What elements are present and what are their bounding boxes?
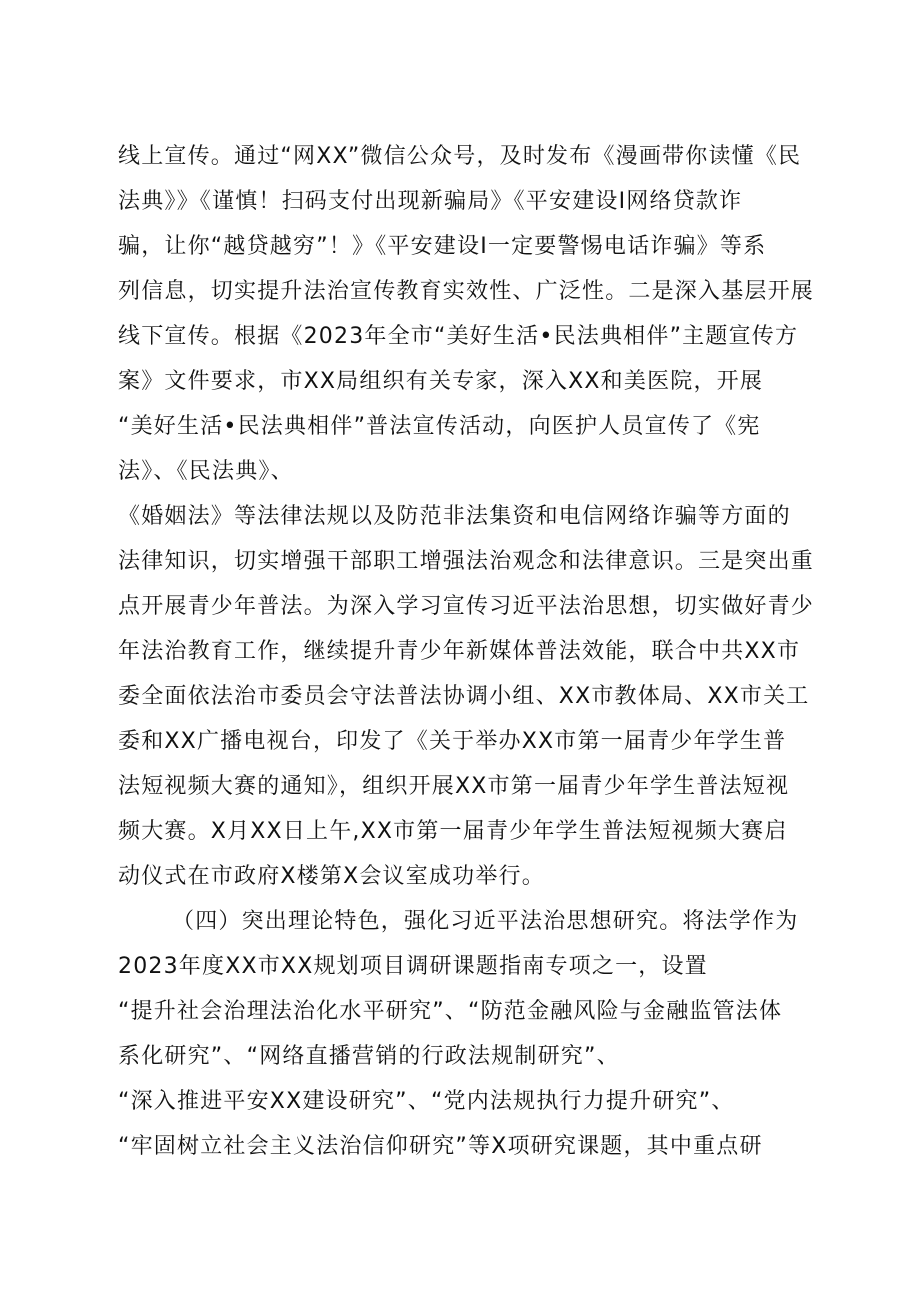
text-line: 法短视频大赛的通知》，组织开展XX市第一届青少年学生普法短视 bbox=[118, 774, 790, 799]
text-line: 频大赛。X月XX日上午,XX市第一届青少年学生普法短视频大赛启 bbox=[118, 819, 788, 844]
text-line: “深入推进平安XX建设研究”、“党内法规执行力提升研究”、 bbox=[118, 1089, 735, 1114]
text-line: 法律知识，切实增强干部职工增强法治观念和法律意识。三是突出重 bbox=[118, 549, 815, 574]
text-line: 法》、《民法典》、 bbox=[118, 459, 294, 484]
text-line: 年法治教育工作，继续提升青少年新媒体普法效能，联合中共XX市 bbox=[118, 639, 801, 664]
text-line: 2023年度XX市XX规划项目调研课题指南专项之一，设置 bbox=[118, 954, 708, 979]
text-line: “提升社会治理法治化水平研究”、“防范金融风险与金融监管法体 bbox=[118, 999, 783, 1024]
text-line: 委和XX广播电视台，印发了《关于举办XX市第一届青少年学生普 bbox=[118, 729, 787, 754]
text-line: 《婚姻法》等法律法规以及防范非法集资和电信网络诈骗等方面的 bbox=[118, 504, 791, 529]
text-line: “牢固树立社会主义法治信仰研究”等X项研究课题，其中重点研 bbox=[118, 1134, 763, 1159]
text-line: 案》文件要求，市XX局组织有关专家，深入XX和美医院，开展 bbox=[118, 369, 764, 394]
section-heading-line: （四）突出理论特色，强化习近平法治思想研究。将法学作为 bbox=[172, 909, 799, 934]
text-line: 法典》》《谨慎！扫码支付出现新骗局》《平安建设Ⅰ网络贷款诈 bbox=[118, 189, 743, 214]
text-line: 骗，让你“越贷越穷”！》《平安建设Ⅰ一定要警惕电话诈骗》等系 bbox=[118, 234, 767, 259]
text-line: 点开展青少年普法。为深入学习宣传习近平法治思想，切实做好青少 bbox=[118, 594, 815, 619]
text-line: 委全面依法治市委员会守法普法协调小组、XX市教体局、XX市关工 bbox=[118, 684, 810, 709]
text-line: 线下宣传。根据《2023年全市“美好生活•民法典相伴”主题宣传方 bbox=[118, 324, 799, 349]
text-line: 动仪式在市政府X楼第X会议室成功举行。 bbox=[118, 864, 545, 889]
text-line: 列信息，切实提升法治宣传教育实效性、广泛性。二是深入基层开展 bbox=[118, 279, 815, 304]
text-line: 系化研究”、“网络直播营销的行政法规制研究”、 bbox=[118, 1044, 620, 1069]
text-line: 线上宣传。通过“网XX”微信公众号，及时发布《漫画带你读懂《民 bbox=[118, 144, 802, 169]
text-line: “美好生活•民法典相伴”普法宣传活动，向医护人员宣传了《宪 bbox=[118, 414, 761, 439]
